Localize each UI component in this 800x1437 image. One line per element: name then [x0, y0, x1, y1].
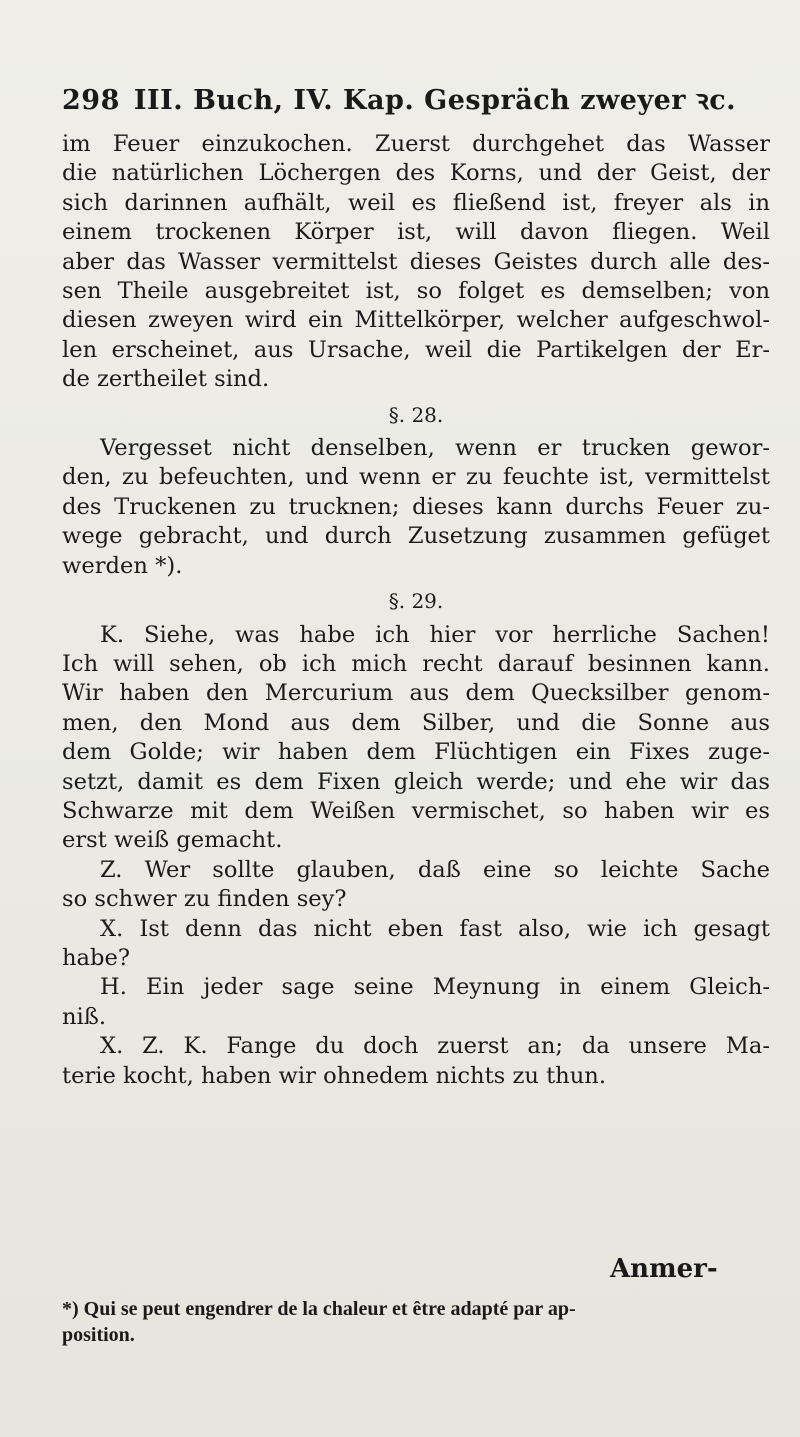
footnote-line: *) Qui se peut engendrer de la chaleur et être adapté par ap- — [62, 1298, 576, 1320]
running-title: III. Buch, IV. Kap. Gespräch zweyer ꝛc. — [133, 85, 737, 116]
footnote-line: position. — [62, 1324, 135, 1346]
text-line: einem trockenen Körper ist, will davon fliegen. Weil — [62, 219, 770, 246]
dialogue-line: H. Ein jeder sage seine Meynung in einem Gleich- — [100, 974, 770, 1001]
catchword-anmerkung: Anmer- — [610, 1254, 718, 1284]
text-line: die natürlichen Löchergen des Korns, und der Geist, der — [62, 160, 770, 187]
text-line: diesen zweyen wird ein Mittelkörper, welcher aufgeschwol- — [62, 307, 770, 334]
text-line: Ich will sehen, ob ich mich recht darauf besinnen kann. — [62, 650, 770, 677]
text-line: len erscheinet, aus Ursache, weil die Partikelgen der Er- — [62, 336, 770, 363]
page-number: 298 — [62, 85, 120, 116]
text-line: K. Siehe, was habe ich hier vor herrliche Sachen! — [100, 621, 770, 648]
dialogue-line: terie kocht, haben wir ohnedem nichts zu thun. — [62, 1062, 607, 1089]
footnote — [62, 1296, 762, 1348]
text-line: Wir haben den Mercurium aus dem Quecksilber genom- — [62, 680, 770, 707]
dialogue-line: X. Z. K. Fange du doch zuerst an; da unsere Ma- — [100, 1033, 770, 1060]
running-header — [62, 80, 762, 117]
dialogue-line: so schwer zu finden sey? — [62, 886, 347, 913]
section-heading-29: §. 29. — [388, 589, 444, 614]
dialogue-line: X. Ist denn das nicht eben fast also, wie ich gesagt — [100, 915, 770, 942]
text-line: des Truckenen zu trucknen; dieses kann durchs Feuer zu- — [62, 493, 770, 520]
text-line: wege gebracht, und durch Zusetzung zusammen gefüget — [62, 523, 770, 550]
section-heading-28: §. 28. — [388, 402, 444, 427]
text-line: werden *). — [62, 552, 183, 579]
text-line: Vergesset nicht denselben, wenn er trucken gewor- — [100, 435, 770, 462]
dialogue-line: Z. Wer sollte glauben, daß eine so leichte Sache — [100, 856, 770, 883]
text-line: men, den Mond aus dem Silber, und die Sonne aus — [62, 709, 770, 736]
text-line: den, zu befeuchten, und wenn er zu feuchte ist, vermittelst — [62, 464, 770, 491]
text-line: sich darinnen aufhält, weil es fließend ist, freyer als in — [62, 189, 770, 216]
dialogue-line: habe? — [62, 944, 130, 971]
text-line: sen Theile ausgebreitet ist, so folget es demselben; von — [62, 278, 770, 305]
text-line: erst weiß gemacht. — [62, 827, 283, 854]
text-line: de zertheilet sind. — [62, 366, 270, 393]
main-text — [62, 130, 770, 1091]
text-line: im Feuer einzukochen. Zuerst durchgehet das Wasser — [62, 131, 770, 157]
text-line: dem Golde; wir haben dem Flüchtigen ein Fixes zuge- — [62, 739, 770, 766]
text-line: setzt, damit es dem Fixen gleich werde; und ehe wir das — [62, 768, 770, 795]
text-line: Schwarze mit dem Weißen vermischet, so haben wir es — [62, 797, 770, 824]
dialogue-line: niß. — [62, 1003, 107, 1030]
text-line: aber das Wasser vermittelst dieses Geistes durch alle des- — [62, 248, 770, 275]
